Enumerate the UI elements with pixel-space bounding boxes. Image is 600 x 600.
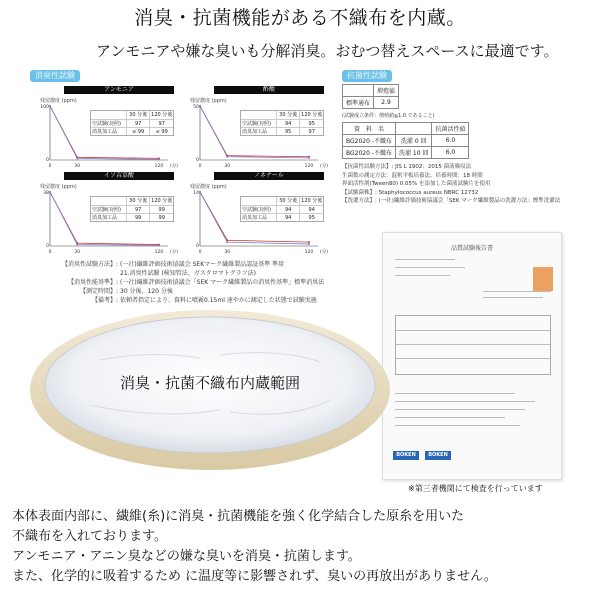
data-point xyxy=(226,241,228,243)
subline: アンモニアや嫌な臭いも分解消臭。おむつ替えスペースに最適です。 xyxy=(96,42,559,60)
note-row: 【消臭性能基準】: (一社)繊維評価技術協議会「SEK マーク繊維製品の消臭性基準」標準消臭法 xyxy=(67,279,325,286)
antibacterial-tables xyxy=(342,84,502,159)
report-title: 品質試験報告書 xyxy=(450,245,493,252)
y-tick-label: 14 xyxy=(193,191,199,196)
growth-table xyxy=(342,84,399,109)
chart-legend-table: 30 分後 120 分後 空試験(対照) 94 95 消臭加工品 95 97 xyxy=(242,112,323,135)
chart-title: アンモニア xyxy=(64,86,174,94)
y-tick-label: 50 xyxy=(193,105,199,110)
y-tick-label: 100 xyxy=(40,105,49,110)
description-line: 本体表面内部に、繊維(糸)に消臭・抗菌機能を強く化学結合した原糸を用いた xyxy=(12,509,465,524)
deodorant-area-label: 消臭・抗菌不織布内蔵範囲 xyxy=(119,374,300,392)
method-line: 生菌数の測定方法：混釈平板培養法、培養時間：18 時間 xyxy=(342,172,483,179)
y-tick-label: 0 xyxy=(46,244,49,249)
test-condition-note: (試験成立条件：増殖値≧1.0 であること) xyxy=(342,113,435,119)
chart-title: イソ吉草酸 xyxy=(64,172,174,180)
data-point xyxy=(76,157,78,159)
data-point xyxy=(226,156,228,158)
chart-4 xyxy=(190,172,330,262)
y-tick-label: 0 xyxy=(46,158,49,163)
method-line: 【抗菌性試験方法】: JIS L 1902：2015 菌液吸収法 xyxy=(342,164,472,170)
x-tick-label: 120 xyxy=(304,164,314,169)
x-tick-label: 30 xyxy=(224,250,231,255)
data-point xyxy=(308,157,310,159)
deodorant-notes xyxy=(58,260,324,305)
x-unit-label: (分) xyxy=(170,250,179,255)
boken-logo-2: BOKEN xyxy=(425,451,451,460)
x-tick-label: 30 xyxy=(74,164,81,169)
y-axis-label: 残留濃度 (ppm) xyxy=(190,184,227,190)
chart-title: 酢酸 xyxy=(214,86,324,94)
chart-title: ノネナール xyxy=(214,172,324,180)
table-row: BG2020 -不織布 洗濯 10 回 6.0 xyxy=(343,147,469,159)
data-point xyxy=(76,244,78,246)
description-line: 不織布を入れております。 xyxy=(12,529,167,544)
chart-legend-table: 30 分後 120 分後 空試験(対照) 97 99 消臭加工品 99 99 xyxy=(92,198,173,221)
y-axis-label: 残留濃度 (ppm) xyxy=(40,98,77,104)
antibacterial-activity-table xyxy=(342,122,469,159)
note-row: 【測定時間】: 30 分後、120 分後 xyxy=(79,288,173,295)
x-tick-label: 120 xyxy=(154,250,164,255)
x-unit-label: (分) xyxy=(320,164,329,169)
table-row: 標準通布 2.9 xyxy=(343,97,399,109)
deodorant-test-badge: 消臭性試験 xyxy=(30,70,80,82)
third-party-caption: ※第三者機関にて検査を行っています xyxy=(408,484,543,493)
x-tick-label: 120 xyxy=(154,164,164,169)
note-row: 【消臭性試験方法】: (一社)繊維評価技術協議会 SEKマーク繊維製品認証基準 準用 xyxy=(61,261,285,268)
data-point xyxy=(199,191,201,193)
data-point xyxy=(49,191,51,193)
note-row: 21.消臭性試験 (検知管法、ガスクロマトグラフ法) xyxy=(120,270,257,277)
description-line: また、化学的に吸着するため に温度等に影響されず、臭いの再放出がありません。 xyxy=(12,569,497,584)
y-tick-label: 0 xyxy=(196,244,199,249)
chart-legend-table: 30 分後 120 分後 空試験(対照) 97 97 消臭加工品 ≤ 99 ≤ 99 xyxy=(92,112,173,135)
chart-3 xyxy=(40,172,180,262)
chart-2 xyxy=(190,86,330,176)
table-row: BG2020 -不織布 洗濯 0 回 6.0 xyxy=(343,135,469,147)
test-report-document xyxy=(382,232,562,480)
y-tick-label: 38 xyxy=(43,191,49,196)
x-tick-label: 0 xyxy=(48,250,52,255)
data-point xyxy=(199,105,201,107)
x-tick-label: 30 xyxy=(74,250,81,255)
note-row: 【備考】: 依頼者指定により、資料に噴霧0.15ml 速やかに測定した状態で試験実施 xyxy=(91,297,317,304)
table-row: 増殖値 xyxy=(343,85,399,97)
chart-1 xyxy=(40,86,180,176)
x-tick-label: 0 xyxy=(48,164,52,169)
description-line: アンモニア・アニン臭などの嫌な臭いを消臭・抗菌します。 xyxy=(12,549,361,564)
x-tick-label: 120 xyxy=(304,250,314,255)
description-text xyxy=(12,507,497,587)
x-unit-label: (分) xyxy=(320,250,329,255)
data-point xyxy=(49,105,51,107)
method-line: 【試験菌株】: Staphylococcus aureus NBRC 12732 xyxy=(342,189,479,196)
x-unit-label: (分) xyxy=(170,164,179,169)
antibacterial-test-badge: 抗菌性試験 xyxy=(342,70,392,82)
data-point xyxy=(158,158,160,160)
method-line: 界面活性剤(Tween80) 0.05% を添加した菌液試験片を使用 xyxy=(342,181,491,187)
table-row: 資 料 名 抗菌活性値 xyxy=(343,123,469,135)
boken-logo-1: BOKEN xyxy=(393,451,419,460)
y-axis-label: 残留濃度 (ppm) xyxy=(190,98,227,104)
x-tick-label: 30 xyxy=(224,164,231,169)
data-point xyxy=(308,243,310,245)
y-axis-label: 残留濃度 (ppm) xyxy=(40,184,77,190)
headline: 消臭・抗菌機能がある不織布を内蔵。 xyxy=(134,7,466,29)
x-tick-label: 0 xyxy=(198,164,202,169)
y-tick-label: 0 xyxy=(196,158,199,163)
chart-legend-table: 30 分後 120 分後 空試験(対照) 94 94 消臭加工品 94 95 xyxy=(242,198,323,221)
method-line: 【洗濯方法】: (一社)繊維評価技術協議会「SEK マーク繊維製品の洗濯方法」標準洗濯法 xyxy=(342,198,561,204)
data-point xyxy=(158,244,160,246)
report-grid xyxy=(395,315,551,375)
x-tick-label: 0 xyxy=(198,250,202,255)
stamp-icon xyxy=(533,267,553,291)
data-point xyxy=(308,241,310,243)
antibacterial-method xyxy=(342,163,560,206)
